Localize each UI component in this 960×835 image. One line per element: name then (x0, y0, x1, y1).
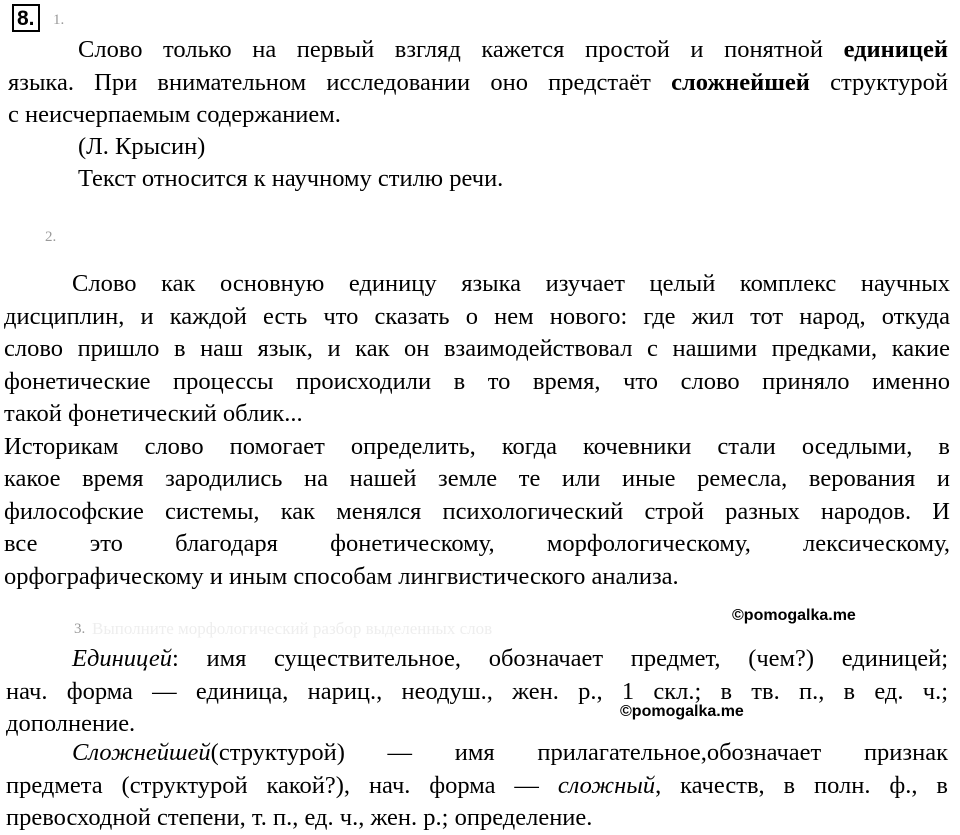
part2-line: Историкам слово помогает определить, когда кочевники стали оседлыми, в (4, 432, 950, 460)
analyzed-word-2: Сложнейшей (72, 739, 211, 766)
part3-item2-line-1: Сложнейшей(структурой) — имя прилагательное,обозначает признак (72, 739, 948, 766)
watermark: ©pomogalka.me (620, 703, 744, 720)
part3-item-2 (6, 737, 948, 835)
bold-word-edinitsey: единицей (843, 36, 948, 63)
initial-form-italic: сложный (557, 771, 656, 799)
part3-item1-line-1: Единицей: имя существительное, обозначает предмет, (чем?) единицей; (72, 645, 948, 672)
part2-line: какое время зародились на нашей земле те или иные ремесла, верования и (4, 465, 950, 492)
part3-item2-line-2: предмета (структурой какой?), нач. форма — сложный, качеств, в полн. ф., в (6, 771, 948, 799)
part2-line: философские системы, как менялся психологический строй разных народов. И (4, 497, 950, 525)
part1-style-note: Текст относится к научному стилю речи. (78, 165, 504, 192)
part3-label: 3. (74, 621, 86, 637)
part1-line-3: с неисчерпаемым содержанием. (8, 101, 341, 128)
part2-line: такой фонетический облик... (4, 400, 303, 427)
part1-line-1: Слово только на первый взгляд кажется простой и понятной единицей (78, 36, 948, 63)
part2-line: Слово как основную единицу языка изучает целый комплекс научных (72, 270, 950, 297)
part1-quote (8, 34, 948, 132)
watermark: ©pomogalka.me (732, 607, 856, 624)
part3-item-1 (6, 643, 948, 741)
part3-item2-line-3: превосходной степени, т. п., ед. ч., жен. р.; определение. (6, 804, 593, 831)
part2-line: слово пришло в наш язык, и как он взаимодействовал с нашими предками, какие (4, 335, 950, 362)
part2-line: орфографическому и иным способам лингвистического анализа. (4, 562, 679, 590)
task-number: 8. (12, 4, 40, 32)
part1-author: (Л. Крысин) (78, 133, 206, 160)
part2-line: фонетические процессы происходили в то время, что слово приняло именно (4, 367, 950, 395)
part3-item1-line-3: дополнение. (6, 710, 136, 737)
part2-line: дисциплин, и каждой есть что сказать о нем нового: где жил тот народ, откуда (4, 302, 950, 330)
analyzed-word-1: Единицей (72, 645, 172, 672)
part1-line-2: языка. При внимательном исследовании оно предстаёт сложнейшей структурой (8, 68, 948, 96)
part2-text (4, 268, 950, 593)
part2-label: 2. (45, 229, 57, 245)
part3-faded-heading: Выполните морфологический разбор выделенных слов (92, 619, 493, 638)
part2-line: все это благодаря фонетическому, морфологическому, лексическому, (4, 530, 950, 557)
part3-item1-line-2: нач. форма — единица, нариц., неодуш., жен. р., 1 скл.; в тв. п., в ед. ч.; (6, 677, 948, 705)
part1-label: 1. (53, 12, 65, 28)
bold-word-slozhneyshey: сложнейшей (671, 68, 810, 96)
